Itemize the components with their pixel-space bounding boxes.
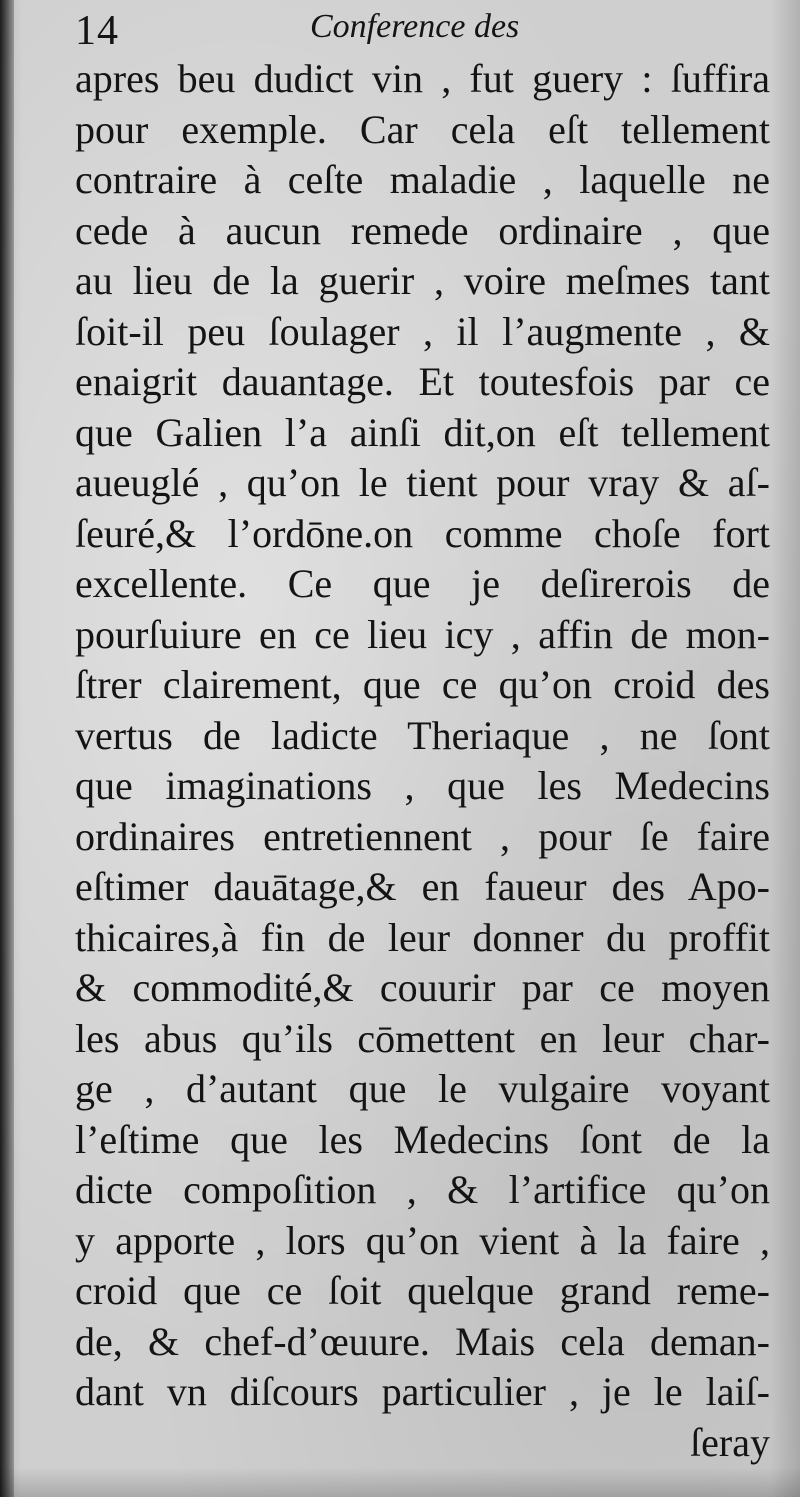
- body-text: [75, 54, 770, 1468]
- running-head: Conference des: [310, 8, 520, 45]
- text-line: apres beu dudict vin , fut guery : ſuffira: [75, 56, 770, 101]
- page-number: 14: [75, 8, 119, 54]
- text-line: & commodité,& couurir par ce moyen: [75, 965, 770, 1010]
- catchword: ſeray: [690, 1419, 770, 1465]
- text-line: cede à aucun remede ordinaire , que: [75, 207, 770, 253]
- text-line: que Galien l’a ainſi dit,on eſt tellement: [75, 409, 770, 455]
- text-line: dicte compoſition , & l’artifice qu’on: [75, 1167, 770, 1212]
- text-line: croid que ce ſoit quelque grand reme-: [75, 1268, 770, 1313]
- text-line: l’eſtime que les Medecins ſont de la: [75, 1116, 770, 1162]
- text-line: contraire à ceſte maladie , laquelle ne: [75, 157, 770, 202]
- text-line: y apporte , lors qu’on vient à la faire ,: [75, 1217, 770, 1263]
- text-line: au lieu de la guerir , voire meſmes tant: [75, 258, 770, 303]
- text-line: ſtrer clairement, que ce qu’on croid des: [75, 662, 770, 707]
- text-line: aueuglé , qu’on le tient pour vray & aſ-: [75, 460, 770, 505]
- text-line: eſtimer dauātage,& en faueur des Apo-: [75, 864, 770, 909]
- text-line: ſoit-il peu ſoulager , il l’augmente , &: [75, 308, 770, 354]
- text-line: excellente. Ce que je deſirerois de: [75, 561, 770, 606]
- text-line: dant vn diſcours particulier , je le laiſ-: [75, 1369, 770, 1414]
- text-line: de, & chef-d’œuure. Mais cela deman-: [75, 1318, 770, 1364]
- text-line: les abus qu’ils cōmettent en leur char-: [75, 1015, 770, 1061]
- text-line: pour exemple. Car cela eſt tellement: [75, 106, 770, 152]
- text-line: ſeuré,& l’ordōne.on comme choſe fort: [75, 510, 770, 556]
- text-line: vertus de ladicte Theriaque , ne ſont: [75, 712, 770, 758]
- page-gutter-shadow: [0, 0, 14, 1497]
- text-line: ge , d’autant que le vulgaire voyant: [75, 1066, 770, 1111]
- text-line: ordinaires entretiennent , pour ſe faire: [75, 813, 770, 859]
- text-line: que imaginations , que les Medecins: [75, 763, 770, 808]
- text-line: pourſuiure en ce lieu icy , affin de mon-: [75, 611, 770, 657]
- text-line: enaigrit dauantage. Et toutesfois par ce: [75, 359, 770, 404]
- page-bottom-shadow: [0, 1467, 800, 1497]
- text-line: thicaires,à fin de leur donner du proffit: [75, 914, 770, 960]
